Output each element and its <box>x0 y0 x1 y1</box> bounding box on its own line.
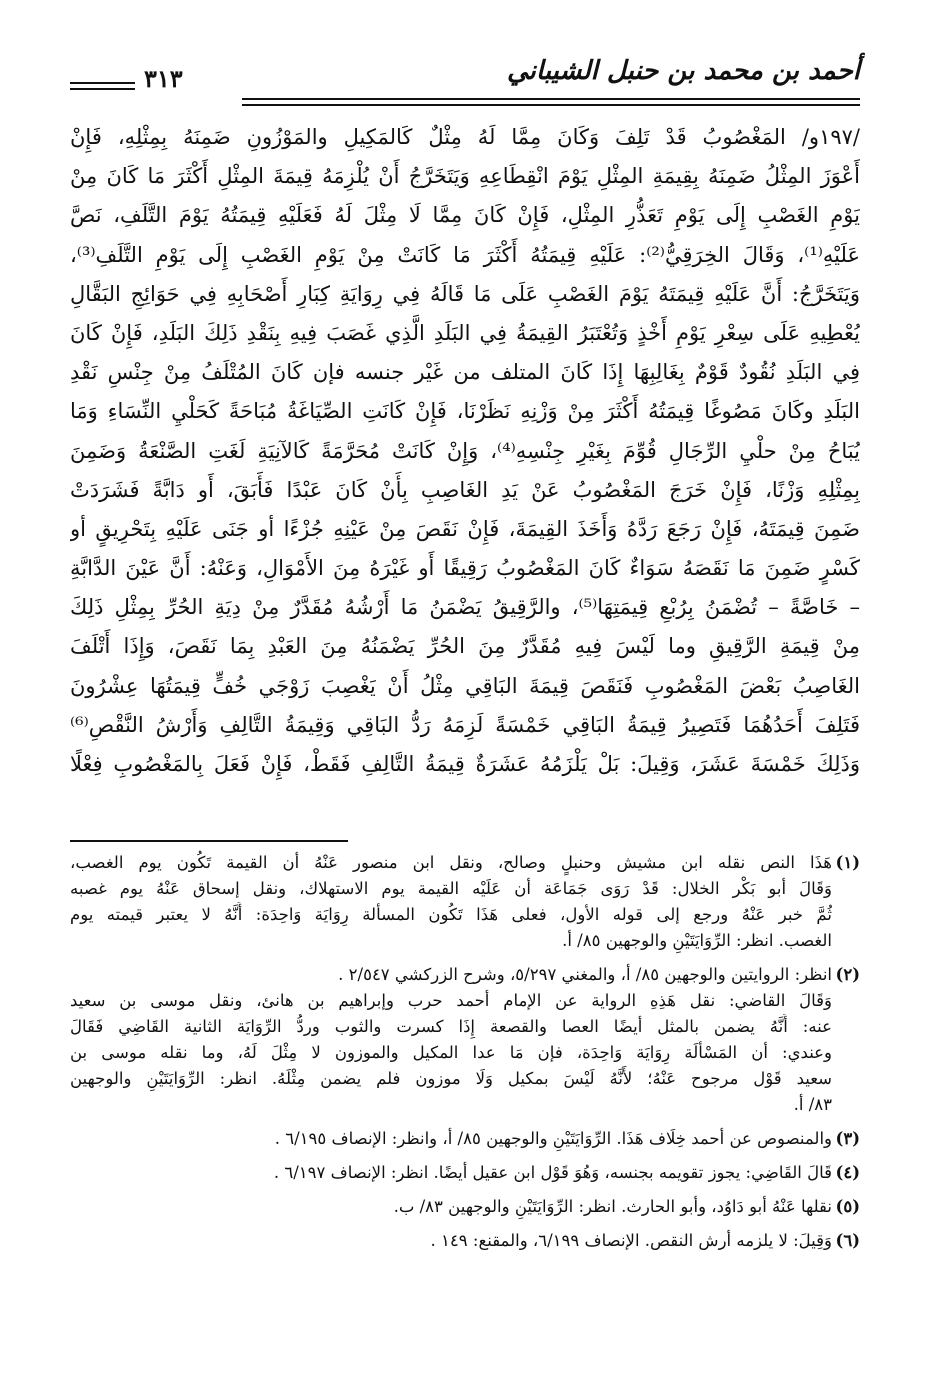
footnote-line: ثُمَّ خبر عَنْهُ ورجع إلى قوله الأول، فعلى هَذَا تَكُون المسألة رِوَايَة وَاحِدَة: أَنَّهُ لا يعتبر قيمته يوم <box>70 905 832 924</box>
text-line: /١٩٧و/ المَغْصُوبُ قَدْ تَلِفَ وَكَانَ مِمَّا لَهُ مِثْلٌ كَالمَكِيلِ والمَوْزُونِ ضَمِنَهُ بِمِثْلِهِ، فَإِنْ <box>70 125 860 149</box>
text-line: يُعْطِيهِ عَلَى سِعْرِ يَوْمِ أَخْذٍ وَتُعْتَبَرُ القِيمَةُ فِي البَلَدِ الَّذِي غَصَبَ فِيهِ بِنَقْدِ ذَلِكَ البَلَدِ، فَإِنْ كَانَ <box>70 320 860 345</box>
footnote-2 <box>70 962 860 1118</box>
text-line: عَلَيْهِ⁽¹⁾، وَقَالَ الخِرَقِيُّ⁽²⁾: عَلَيْهِ قِيمَتُهُ أَكْثَرَ مَا كَانَتْ مِنْ يَوْمِ الغَصْبِ إِلَى يَوْمِ التَّلَفِ⁽³⁾، <box>70 242 860 267</box>
footnote-line: وَقَالَ القاضي: نقل هَذِهِ الرواية عن الإمام أحمد حرب وإبراهيم بن هانئ، ونقل موسى بن سعيد <box>70 991 832 1010</box>
footnote-separator <box>70 840 348 842</box>
footnote-line: الغصب. انظر: الرِّوَايَتَيْنِ والوجهين ٨٥/ أ. <box>562 931 832 950</box>
text-line: أَعْوَزَ المِثْلُ ضَمِنَهُ بِقِيمَةِ المِثْلِ يَوْمَ انْقِطَاعِهِ وَيَتَخَرَّجُ أَنْ يُلْزِمَهُ قِيمَةَ المِثْلِ أَكْثَرَ مَا كَانَ مِنْ <box>70 164 860 189</box>
book-title: أحمد بن محمد بن حنبل الشيباني <box>507 56 860 86</box>
footnote-number: (٦) <box>835 1231 860 1250</box>
footnote-number: (٤) <box>835 1163 860 1182</box>
text-line: الغَاصِبُ بَعْضَ المَغْصُوبِ فَنَقَصَ قِيمَةَ البَاقِي مِثْلُ أَنْ يَغْصِبَ زَوْجَي خُفٍّ قِيمَتُهَا عِشْرُونَ <box>70 673 860 698</box>
text-line: وَيَتَخَرَّجُ: أَنَّ عَلَيْهِ قِيمَتَهُ يَوْمَ الغَصْبِ عَلَى مَا قَالَهُ فِي رِوَايَةِ كِبَارِ أَصْحَابِهِ فِي حَوَائِجِ البَقَّالِ <box>70 281 860 306</box>
footnote-line: عنه: أَنَّهُ يضمن بالمثل أيضًا العصا والقصعة إِذَا كسرت والثوب وردُّ الرِّوَايَة الثانية القَاضِي فَقَالَ <box>70 1017 832 1036</box>
footnote-line: انظر: الروايتين والوجهين ٨٥/ أ، والمغني ٥/٢٩٧، وشرح الزركشي ٢/٥٤٧ . <box>338 965 832 984</box>
footnote-line: وَقِيلَ: لا يلزمه أرش النقص. الإنصاف ٦/١٩٩، والمقنع: ١٤٩ . <box>430 1231 832 1250</box>
footnote-number: (١) <box>835 853 860 872</box>
footnote-number: (٥) <box>835 1197 860 1216</box>
footnote-line: وَقَالَ أبو بَكْر الخلال: قَدْ رَوَى جَمَاعَة أن عَلَيْه القيمة يوم الاستهلاك، ونقل إسحاق عَنْهُ يوم غصبه <box>70 879 832 898</box>
running-header <box>70 48 860 108</box>
footnote-5 <box>70 1194 860 1220</box>
text-line: فِي البَلَدِ نُقُودٌ قَوْمٌ بِغَالِبِهَا إِذَا كَانَ المتلف من غَيْر جنسه فإن كَانَ المُتْلَفُ مِنْ جِنْسِ نَقْدِ <box>70 360 860 385</box>
text-line: كَسْرٍ ضَمِنَ مَا نَقَصَهُ سَوَاءٌ كَانَ المَغْصُوبُ رَقِيقًا أَو غَيْرَهُ مِنَ الأَمْوَالِ، وَعَنْهُ: أَنَّ عَيْنَ الدَّابَّةِ <box>70 556 860 581</box>
footnote-1 <box>70 850 860 954</box>
footnote-line: نقلها عَنْهُ أبو دَاوُد، وأبو الحارث. انظر: الرِّوَايَتَيْنِ والوجهين ٨٣/ ب. <box>393 1197 832 1216</box>
text-line: ضَمِنَ قِيمَتَهُ، فَإِنْ رَجَعَ رَدَّهُ وَأَخَذَ القِيمَةَ، فَإِنْ نَقَصَ مِنْ عَيْنِهِ جُزْءًا أو جَنَى عَلَيْهِ بِتَحْرِيقٍ أو <box>70 516 860 541</box>
text-line: مِنْ قِيمَةِ الرَّقِيقِ وما لَيْسَ فِيهِ مُقَدَّرٌ مِنَ الحُرِّ يَضْمَنُهُ مِنَ العَبْدِ بِمَا نَقَصَ، وَإِذَا أَتْلَفَ <box>70 634 860 659</box>
text-line: البَلَدِ وكَانَ مَصُوغًا قِيمَتُهُ أَكْثَرَ مِنْ وَزْنِهِ نَظَرْنَا، فَإِنْ كَانَتِ الصِّيَاغَةُ مُبَاحَةً كَحَلْيِ النِّسَاءِ وَمَا <box>70 399 860 424</box>
text-line: بِمِثْلِهِ وَزْنًا، فَإِنْ خَرَجَ المَغْصُوبُ عَنْ يَدِ الغَاصِبِ بِأَنْ كَانَ عَبْدًا فَأَبَقَ، أَو دَابَّةً فَشَرَدَتْ <box>70 477 860 502</box>
text-line: يُبَاحُ مِنْ حلْيِ الرِّجَالِ قُوِّمَ بِغَيْرِ جِنْسِهِ⁽⁴⁾، وَإِنْ كَانَتْ مُحَرَّمَةً كَالآنِيَةِ لَغَتِ الصَّنْعَةُ وَضَمِنَ <box>70 438 860 463</box>
footnote-line: هَذَا النص نقله ابن مشيش وحنبلٍ وصالح، ونقل ابن منصور عَنْهُ أن القيمة تَكُون يوم الغصب، <box>70 853 832 872</box>
text-line: – خَاصَّةً – تُضْمَنُ بِرُبْعِ قِيمَتِهَا⁽⁵⁾، والرَّقِيقُ يَضْمَنُ مَا أَرْشُهُ مُقَدَّرٌ مِنْ دِيَةِ الحُرِّ بِمِثْلِ ذَلِكَ <box>70 595 860 620</box>
book-page <box>70 40 860 1360</box>
footnote-line: سعيد قَوْل مرجوح عَنْهُ؛ لأَنَّهُ لَيْسَ بمكيل وَلَا موزون فلم يضمن مِثْلَهُ. انظر: الرِّوَايَتَيْنِ والوجهين <box>70 1069 832 1088</box>
footnote-number: (٢) <box>835 965 860 984</box>
footnote-number: (٣) <box>835 1129 860 1148</box>
header-rule-main <box>242 98 860 106</box>
footnote-4 <box>70 1160 860 1186</box>
footnotes <box>70 850 860 1262</box>
page-number: ٣١٣ <box>144 64 183 93</box>
text-line: فَتَلِفَ أَحَدُهُمَا فَتَصِيرُ قِيمَةُ البَاقِي خَمْسَةً لَزِمَهُ رَدُّ البَاقِي وَقِيمَةُ التَّالِفِ وَأَرْشُ النَّقْصِ⁽⁶⁾ <box>70 712 860 737</box>
footnote-line: ٨٣/ أ. <box>793 1095 832 1114</box>
main-text <box>70 118 860 784</box>
footnote-line: وعندي: أن المَسْأَلَة رِوَايَة وَاحِدَة، فإن مَا عدا المكيل والموزون لا مِثْلَ لَهُ، وما نقله موسى بن <box>70 1043 832 1062</box>
footnote-3 <box>70 1126 860 1152</box>
text-line: يَوْمِ الغَصْبِ إِلَى يَوْمِ تَعَذُّرِ المِثْلِ، فَإِنْ كَانَ مِمَّا لَا مِثْلَ لَهُ فَعَلَيْهِ قِيمَتُهُ يَوْمَ التَّلَفِ، نَصَّ <box>70 203 860 228</box>
header-rule-left <box>70 82 135 90</box>
text-line: وَذَلِكَ خَمْسَةَ عَشَرَ، وَقِيلَ: بَلْ يَلْزَمُهُ عَشَرَةٌ قِيمَةُ التَّالِفِ فَقَطْ، فَإِنْ فَعَلَ بِالمَغْصُوبِ فِعْلًا <box>70 752 860 776</box>
footnote-line: قَالَ القَاضِي: يجوز تقويمه بجنسه، وَهُوَ قَوْل ابن عقيل أيضًا. انظر: الإنصاف ٦/١٩٧ . <box>273 1163 832 1182</box>
footnote-6 <box>70 1228 860 1254</box>
footnote-line: والمنصوص عن أحمد خِلَاف هَذَا. الرِّوَايَتَيْنِ والوجهين ٨٥/ أ، وانظر: الإنصاف ٦/١٩٥ . <box>274 1129 832 1148</box>
